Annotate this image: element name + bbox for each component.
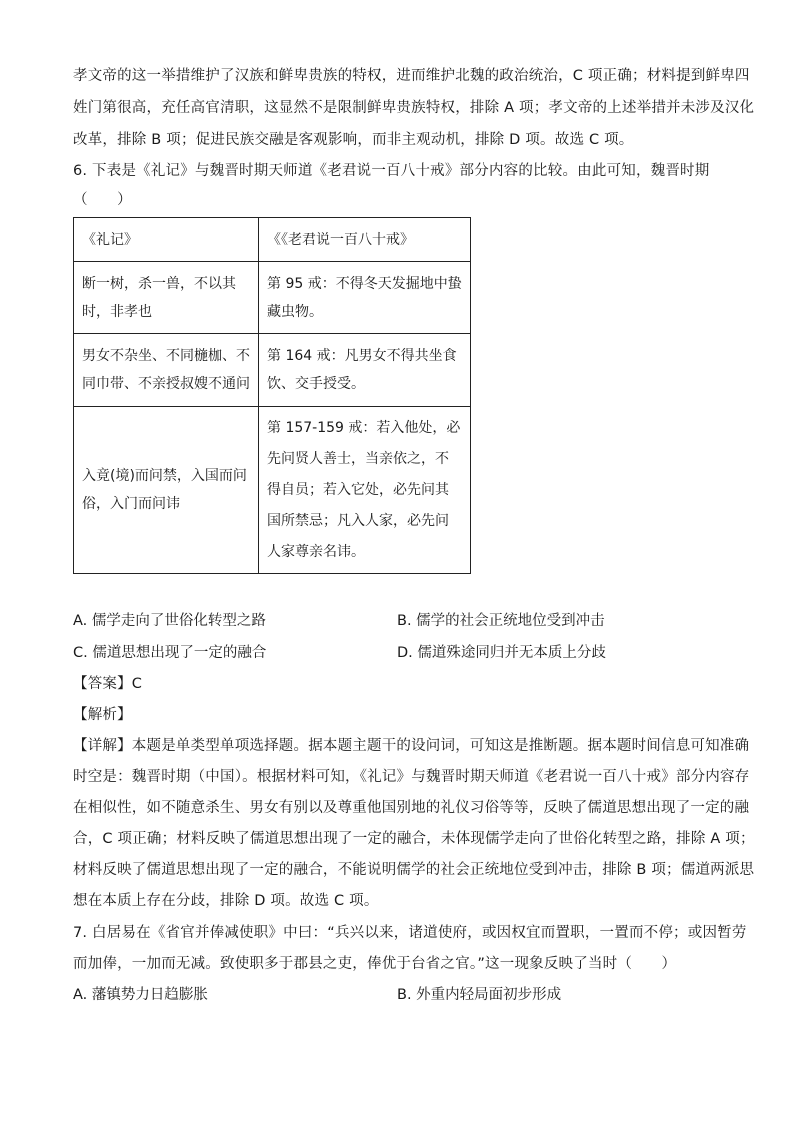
q7-option-a: A. 藩镇势力日趋膨胀 bbox=[73, 987, 208, 1003]
q6-option-a: A. 儒学走向了世俗化转型之路 bbox=[73, 613, 266, 629]
cell-line: 断一树，杀一兽，不以其 bbox=[82, 275, 236, 292]
table-cell-right bbox=[259, 407, 471, 574]
q6-detail-line-4: 合，C 项正确；材料反映了儒道思想出现了一定的融合，未体现儒学走向了世俗化转型之路，排除 A 项； bbox=[73, 831, 755, 847]
q6-detail-line-2: 时空是：魏晋时期（中国）。根据材料可知，《礼记》与魏晋时期天师道《老君说一百八十戒》部分内容存 bbox=[73, 769, 750, 785]
q6-detail-line-1: 【详解】本题是单类型单项选择题。据本题主题干的设问词，可知这是推断题。据本题时间信息可知准确 bbox=[73, 738, 750, 754]
cell-line: 国所禁忌；凡入人家，必先问 bbox=[267, 512, 449, 529]
q7-stem-line-1: 7. 白居易在《省官并俸减使职》中曰：“兵兴以来，诸道使府，或因权宜而置职，一置而不停；或因暂劳 bbox=[73, 925, 747, 941]
table-row bbox=[74, 407, 471, 574]
table-row bbox=[74, 334, 471, 407]
table-cell-right bbox=[259, 262, 471, 334]
table-header-liji: 《礼记》 bbox=[74, 218, 259, 262]
q6-detail-line-6: 想在本质上存在分歧，排除 D 项。故选 C 项。 bbox=[73, 893, 379, 909]
cell-line: 第 157-159 戒：若入他处，必 bbox=[267, 419, 461, 436]
table-cell-left bbox=[74, 334, 259, 407]
q6-stem-line-2: （ ） bbox=[73, 192, 132, 208]
table-cell-left bbox=[74, 407, 259, 574]
cell-line: 先问贤人善士，当亲依之，不 bbox=[267, 450, 449, 467]
table-row bbox=[74, 262, 471, 334]
table-cell-right bbox=[259, 334, 471, 407]
table-header-row bbox=[74, 218, 471, 262]
cell-line: 男女不杂坐、不同椸枷、不 bbox=[82, 348, 250, 364]
cell-line: 第 95 戒：不得冬天发掘地中蛰 bbox=[267, 275, 462, 292]
q7-option-b: B. 外重内轻局面初步形成 bbox=[397, 987, 562, 1003]
cell-line: 俗，入门而问讳 bbox=[82, 496, 180, 512]
cell-line: 藏虫物。 bbox=[267, 303, 323, 320]
cell-line: 第 164 戒：凡男女不得共坐食 bbox=[267, 348, 457, 364]
q6-analysis-label: 【解析】 bbox=[73, 707, 132, 723]
comparison-table bbox=[73, 217, 471, 574]
prev-explanation-line-1: 孝文帝的这一举措维护了汉族和鲜卑贵族的特权，进而维护北魏的政治统治，C 项正确；材料提到鲜卑四 bbox=[73, 68, 750, 84]
cell-line: 同巾带、不亲授叔嫂不通问 bbox=[82, 376, 250, 392]
cell-line: 时，非孝也 bbox=[82, 303, 152, 320]
q6-option-c: C. 儒道思想出现了一定的融合 bbox=[73, 645, 267, 661]
table-header-laojun: 《《老君说一百八十戒》 bbox=[259, 218, 471, 262]
table-cell-left bbox=[74, 262, 259, 334]
q6-detail-line-3: 在相似性，如不随意杀生、男女有别以及尊重他国别地的礼仪习俗等等，反映了儒道思想出现了一定的融 bbox=[73, 800, 750, 816]
q6-option-b: B. 儒学的社会正统地位受到冲击 bbox=[397, 613, 605, 629]
q6-answer: 【答案】C bbox=[73, 676, 143, 692]
prev-explanation-line-3: 改革，排除 B 项；促进民族交融是客观影响，而非主观动机，排除 D 项。故选 C 项。 bbox=[73, 132, 634, 148]
cell-line: 得自员；若入它处，必先问其 bbox=[267, 481, 449, 498]
q6-option-d: D. 儒道殊途同归并无本质上分歧 bbox=[397, 645, 606, 661]
q6-stem-line-1: 6. 下表是《礼记》与魏晋时期天师道《老君说一百八十戒》部分内容的比较。由此可知，魏晋时期 bbox=[73, 163, 710, 179]
cell-line: 入竟(境)而问禁，入国而问 bbox=[82, 468, 247, 484]
prev-explanation-line-2: 姓门第很高，充任高官清职，这显然不是限制鲜卑贵族特权，排除 A 项；孝文帝的上述举措并未涉及汉化 bbox=[73, 100, 755, 116]
q7-stem-line-2: 而加俸，一加而无减。致使职多于郡县之吏，俸优于台省之官。”这一现象反映了当时（ ） bbox=[73, 956, 677, 972]
cell-line: 人家尊亲名讳。 bbox=[267, 543, 365, 560]
cell-line: 饮、交手授受。 bbox=[267, 376, 365, 392]
q6-detail-line-5: 材料反映了儒道思想出现了一定的融合，不能说明儒学的社会正统地位受到冲击，排除 B 项；儒道两派思 bbox=[73, 862, 755, 878]
